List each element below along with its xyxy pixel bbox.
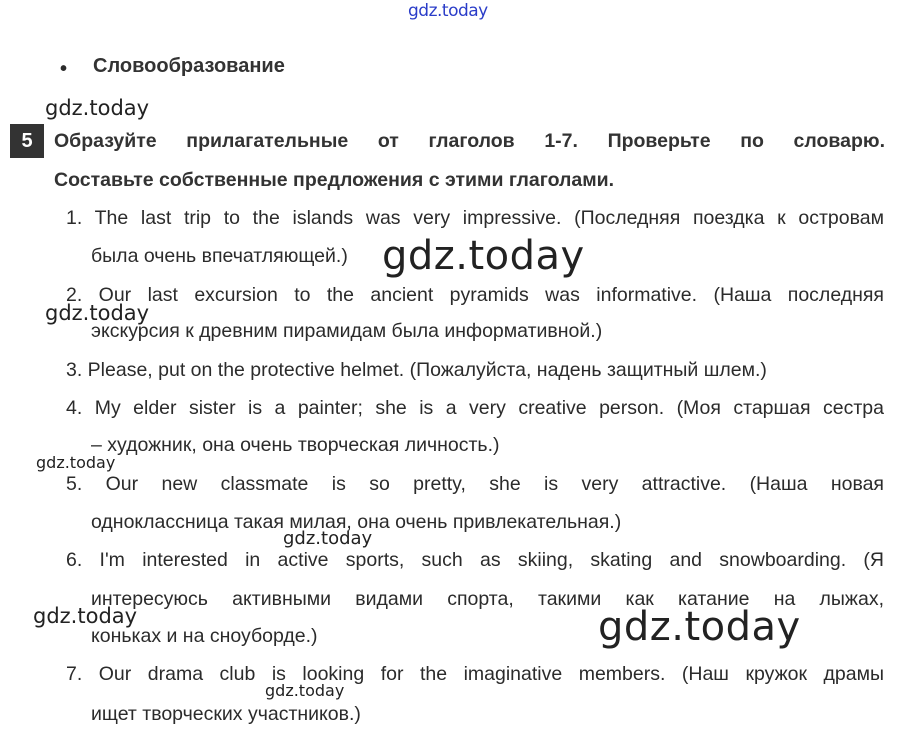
task-instruction-line2: Составьте собственные предложения с этими глаголами.: [54, 169, 615, 191]
answer-6-line2: интересуюсь активными видами спорта, такими как катание на лыжах,: [91, 588, 884, 610]
watermark: gdz.today: [45, 301, 150, 325]
answer-2-line1: 2. Our last excursion to the ancient pyramids was informative. (Наша последняя: [66, 284, 884, 306]
answer-2-line2: экскурсия к древним пирамидам была информативной.): [91, 320, 603, 342]
answer-7-line2: ищет творческих участников.): [91, 703, 361, 725]
answer-4-line2: – художник, она очень творческая личность.): [91, 434, 500, 456]
answer-4-line1: 4. My elder sister is a painter; she is a very creative person. (Моя старшая сестра: [66, 397, 884, 419]
task-number-badge: 5: [10, 124, 44, 158]
answer-6-line3: коньках и на сноуборде.): [91, 625, 318, 647]
bullet-icon: •: [60, 58, 68, 80]
task-instruction-line1: Образуйте прилагательные от глаголов 1-7. Проверьте по словарю.: [54, 130, 885, 152]
answer-1-line1: 1. The last trip to the islands was very impressive. (Последняя поездка к островам: [66, 207, 884, 229]
answer-6-line1: 6. I'm interested in active sports, such as skiing, skating and snowboarding. (Я: [66, 549, 884, 571]
watermark: gdz.today: [36, 453, 116, 472]
answer-1-line2: была очень впечатляющей.): [91, 245, 348, 267]
watermark: gdz.today: [45, 96, 150, 120]
answer-7-line1: 7. Our drama club is looking for the imaginative members. (Наш кружок драмы: [66, 663, 884, 685]
answer-5-line2: одноклассница такая милая, она очень привлекательная.): [91, 511, 622, 533]
answer-3-line1: 3. Please, put on the protective helmet. (Пожалуйста, надень защитный шлем.): [66, 359, 767, 381]
watermark: gdz.today: [265, 681, 345, 700]
watermark-large: gdz.today: [382, 233, 585, 279]
section-title: Словообразование: [93, 55, 285, 77]
watermark-large: gdz.today: [598, 604, 801, 650]
answer-5-line1: 5. Our new classmate is so pretty, she is very attractive. (Наша новая: [66, 473, 884, 495]
watermark-top: gdz.today: [408, 1, 488, 21]
watermark: gdz.today: [33, 604, 138, 628]
watermark: gdz.today: [283, 528, 373, 549]
